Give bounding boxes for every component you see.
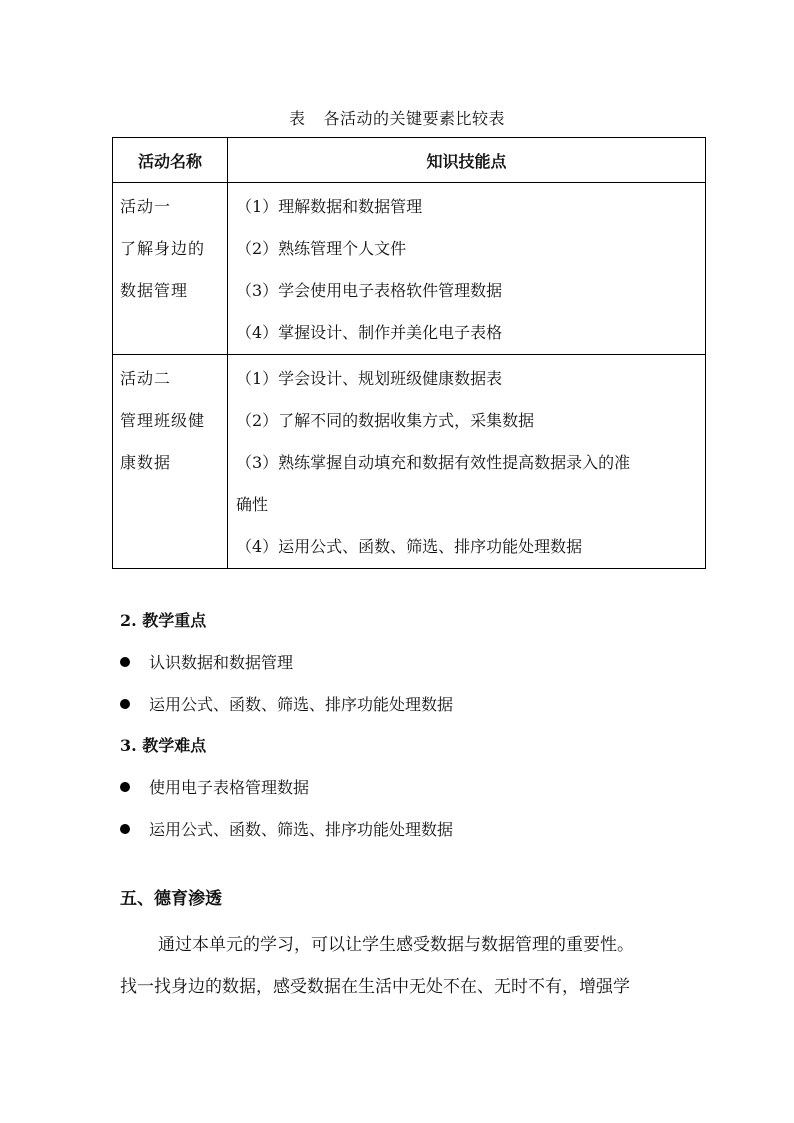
skill-item: （3）学会使用电子表格软件管理数据: [236, 281, 503, 300]
header-skills: 知识技能点: [228, 138, 706, 183]
paragraph-line: 找一找身边的数据，感受数据在生活中无处不在、无时不有，增强学: [120, 977, 630, 997]
bullet-icon: [120, 782, 130, 792]
list-item-text: 运用公式、函数、筛选、排序功能处理数据: [149, 695, 454, 714]
activity-name-cell: [113, 183, 228, 355]
teaching-difficulty-heading: 3. 教学难点: [120, 736, 207, 755]
activity-name-line: 了解身边的: [120, 239, 206, 258]
activity-name-line: 数据管理: [120, 281, 189, 300]
skills-cell: [228, 183, 706, 355]
activity-name-line: 活动一: [120, 197, 172, 216]
table-row: [113, 183, 706, 355]
header-activity-name: 活动名称: [113, 138, 228, 183]
list-item: [120, 692, 453, 715]
paragraph-line: 通过本单元的学习，可以让学生感受数据与数据管理的重要性。: [158, 935, 634, 955]
list-item-text: 使用电子表格管理数据: [149, 778, 310, 797]
activity-name-cell: [113, 355, 228, 569]
table-row: [113, 355, 706, 569]
list-item: [120, 775, 309, 798]
moral-education-heading: 五、德育渗透: [120, 889, 222, 909]
activity-name-line: 管理班级健: [120, 411, 206, 430]
skill-item: （4）掌握设计、制作并美化电子表格: [236, 323, 503, 342]
activity-name-line: 活动二: [120, 369, 172, 388]
skill-item: （1）学会设计、规划班级健康数据表: [236, 369, 503, 388]
caption-label: 表: [288, 109, 306, 128]
skill-item: （2）熟练管理个人文件: [236, 239, 407, 258]
activity-name-line: 康数据: [120, 453, 172, 472]
skills-cell: [228, 355, 706, 569]
bullet-icon: [120, 824, 130, 834]
table-caption: [0, 106, 794, 129]
activity-comparison-table: [112, 137, 706, 569]
skill-item: （4）运用公式、函数、筛选、排序功能处理数据: [236, 537, 583, 556]
skill-item: （3）熟练掌握自动填充和数据有效性提高数据录入的准: [236, 453, 631, 472]
list-item-text: 运用公式、函数、筛选、排序功能处理数据: [149, 820, 454, 839]
skill-item: 确性: [236, 495, 269, 514]
bullet-icon: [120, 699, 130, 709]
skill-item: （2）了解不同的数据收集方式，采集数据: [236, 411, 535, 430]
bullet-icon: [120, 657, 130, 667]
list-item: [120, 650, 293, 673]
skill-item: （1）理解数据和数据管理: [236, 197, 423, 216]
list-item: [120, 817, 453, 840]
list-item-text: 认识数据和数据管理: [149, 653, 294, 672]
teaching-focus-heading: 2. 教学重点: [120, 611, 207, 630]
caption-title: 各活动的关键要素比较表: [323, 109, 506, 128]
table-header-row: [113, 138, 706, 183]
